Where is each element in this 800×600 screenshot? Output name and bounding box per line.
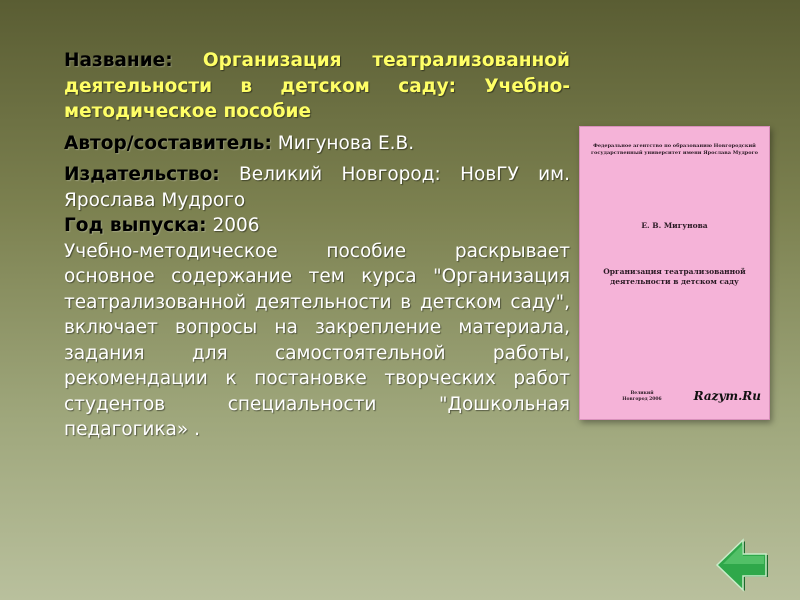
publisher-line xyxy=(64,162,570,213)
author-label: Автор/составитель: xyxy=(64,132,272,154)
cover-publisher: Федеральное агентство по образованию Новгородский государственный университет имени Ярослава Мудрого xyxy=(590,143,759,156)
author-line xyxy=(64,131,570,157)
back-button[interactable] xyxy=(715,538,771,594)
book-title: Организация театрализованной деятельности в детском саду: Учебно-методическое пособие xyxy=(64,50,570,122)
publisher-label: Издательство: xyxy=(64,164,220,185)
title-label: Название: xyxy=(64,50,173,71)
description-text: Учебно-методическое пособие раскрывает основное содержание тем курса "Организация театрализованной деятельности в детском саду", включает вопросы на закрепление материала, задания для самостоятельной работы, рекомендации к постановке творческих работ студентов специальности "Дошкольная педагогика» . xyxy=(64,240,570,440)
cover-watermark: Razym.Ru xyxy=(693,389,761,403)
title-line xyxy=(64,48,570,125)
book-description-block xyxy=(64,48,570,443)
book-cover-image xyxy=(579,126,770,420)
arrow-left-icon xyxy=(715,538,771,594)
publisher-value: Великий Новгород: НовГУ им. Ярослава Мудрого xyxy=(64,164,570,211)
cover-city-year: Великий Новгород 2006 xyxy=(622,391,662,402)
cover-title: Организация театрализованной деятельности в детском саду xyxy=(603,267,746,286)
year-value: 2006 xyxy=(212,215,260,236)
year-label: Год выпуска: xyxy=(64,215,207,236)
cover-author: Е. В. Мигунова xyxy=(641,221,708,230)
year-line xyxy=(64,213,570,239)
author-value: Мигунова Е.В. xyxy=(277,132,415,154)
